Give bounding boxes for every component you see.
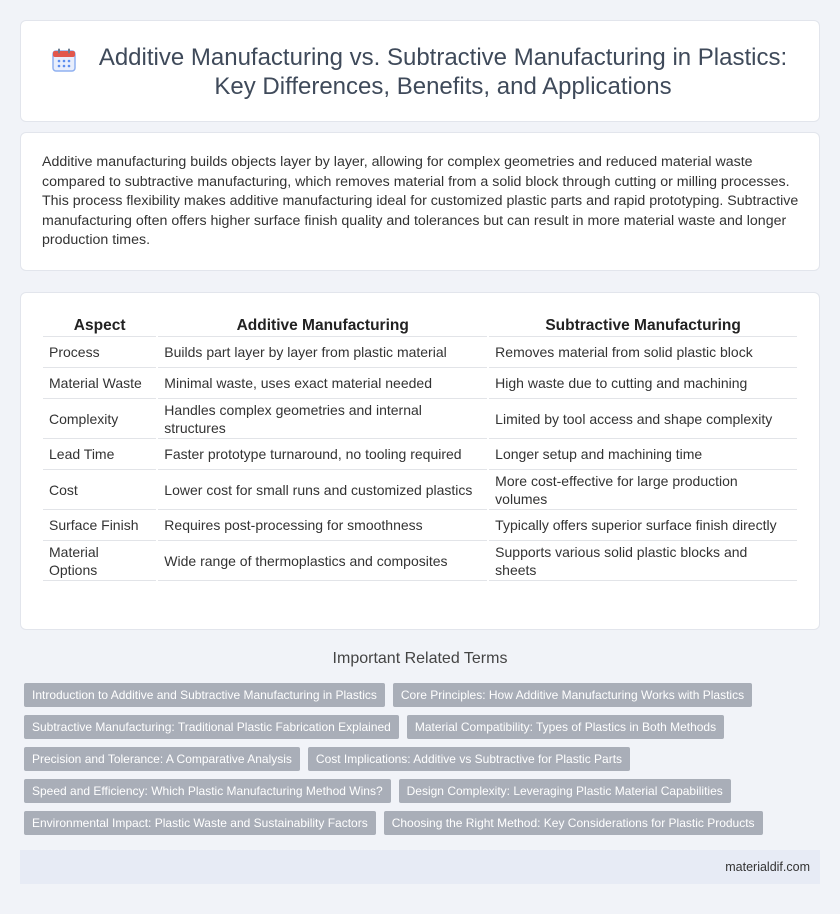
table-row [43, 439, 797, 470]
related-term-tag[interactable]: Environmental Impact: Plastic Waste and Sustainability Factors [24, 811, 376, 835]
subtractive-cell: Typically offers superior surface finish directly [489, 510, 797, 541]
table-row [43, 541, 797, 581]
related-term-tag[interactable]: Subtractive Manufacturing: Traditional Plastic Fabrication Explained [24, 715, 399, 739]
table-row [43, 510, 797, 541]
table-row [43, 470, 797, 510]
aspect-cell: Surface Finish [43, 510, 156, 541]
related-term-tag[interactable]: Choosing the Right Method: Key Considerations for Plastic Products [384, 811, 763, 835]
table-row [43, 368, 797, 399]
aspect-cell: Complexity [43, 399, 156, 439]
related-term-tag[interactable]: Core Principles: How Additive Manufacturing Works with Plastics [393, 683, 752, 707]
aspect-cell: Lead Time [43, 439, 156, 470]
subtractive-cell: Longer setup and machining time [489, 439, 797, 470]
comparison-table-card [20, 292, 820, 630]
page-title: Additive Manufacturing vs. Subtractive Manufacturing in Plastics: Key Differences, Benefits, and Applications [98, 44, 788, 100]
subtractive-cell: More cost-effective for large production volumes [489, 470, 797, 510]
additive-cell: Faster prototype turnaround, no tooling required [158, 439, 487, 470]
comparison-table [41, 317, 799, 581]
subtractive-cell: Removes material from solid plastic block [489, 337, 797, 368]
table-row [43, 337, 797, 368]
additive-cell: Wide range of thermoplastics and composites [158, 541, 487, 581]
aspect-cell: Process [43, 337, 156, 368]
related-term-tag[interactable]: Cost Implications: Additive vs Subtractive for Plastic Parts [308, 747, 630, 771]
aspect-cell: Cost [43, 470, 156, 510]
related-term-tag[interactable]: Design Complexity: Leveraging Plastic Material Capabilities [399, 779, 731, 803]
related-term-tag[interactable]: Introduction to Additive and Subtractive Manufacturing in Plastics [24, 683, 385, 707]
table-header-row [43, 317, 797, 337]
additive-cell: Handles complex geometries and internal structures [158, 399, 487, 439]
additive-cell: Builds part layer by layer from plastic material [158, 337, 487, 368]
header-additive: Additive Manufacturing [158, 317, 487, 337]
subtractive-cell: High waste due to cutting and machining [489, 368, 797, 399]
related-term-tag[interactable]: Speed and Efficiency: Which Plastic Manufacturing Method Wins? [24, 779, 391, 803]
footer [20, 850, 820, 884]
footer-site-link[interactable]: materialdif.com [725, 860, 810, 874]
aspect-cell: Material Waste [43, 368, 156, 399]
additive-cell: Lower cost for small runs and customized plastics [158, 470, 487, 510]
additive-cell: Requires post-processing for smoothness [158, 510, 487, 541]
subtractive-cell: Supports various solid plastic blocks and sheets [489, 541, 797, 581]
header-subtractive: Subtractive Manufacturing [489, 317, 797, 337]
related-terms-list [24, 683, 820, 843]
related-term-tag[interactable]: Material Compatibility: Types of Plastics in Both Methods [407, 715, 724, 739]
aspect-cell: Material Options [43, 541, 156, 581]
table-row [43, 399, 797, 439]
related-term-tag[interactable]: Precision and Tolerance: A Comparative Analysis [24, 747, 300, 771]
header-aspect: Aspect [43, 317, 156, 337]
header-card [20, 20, 820, 122]
intro-paragraph: Additive manufacturing builds objects layer by layer, allowing for complex geometries and reduced material waste compared to subtractive manufacturing, which removes material from a solid block through cutting or milling processes. This process flexibility makes additive manufacturing ideal for customized plastic parts and rapid prototyping. Subtractive manufacturing often offers higher surface finish quality and tolerances but can result in more material waste and longer production times. [42, 154, 799, 248]
calendar-icon [51, 47, 77, 73]
additive-cell: Minimal waste, uses exact material needed [158, 368, 487, 399]
related-terms-title: Important Related Terms [332, 650, 508, 667]
subtractive-cell: Limited by tool access and shape complexity [489, 399, 797, 439]
intro-card [20, 132, 820, 271]
